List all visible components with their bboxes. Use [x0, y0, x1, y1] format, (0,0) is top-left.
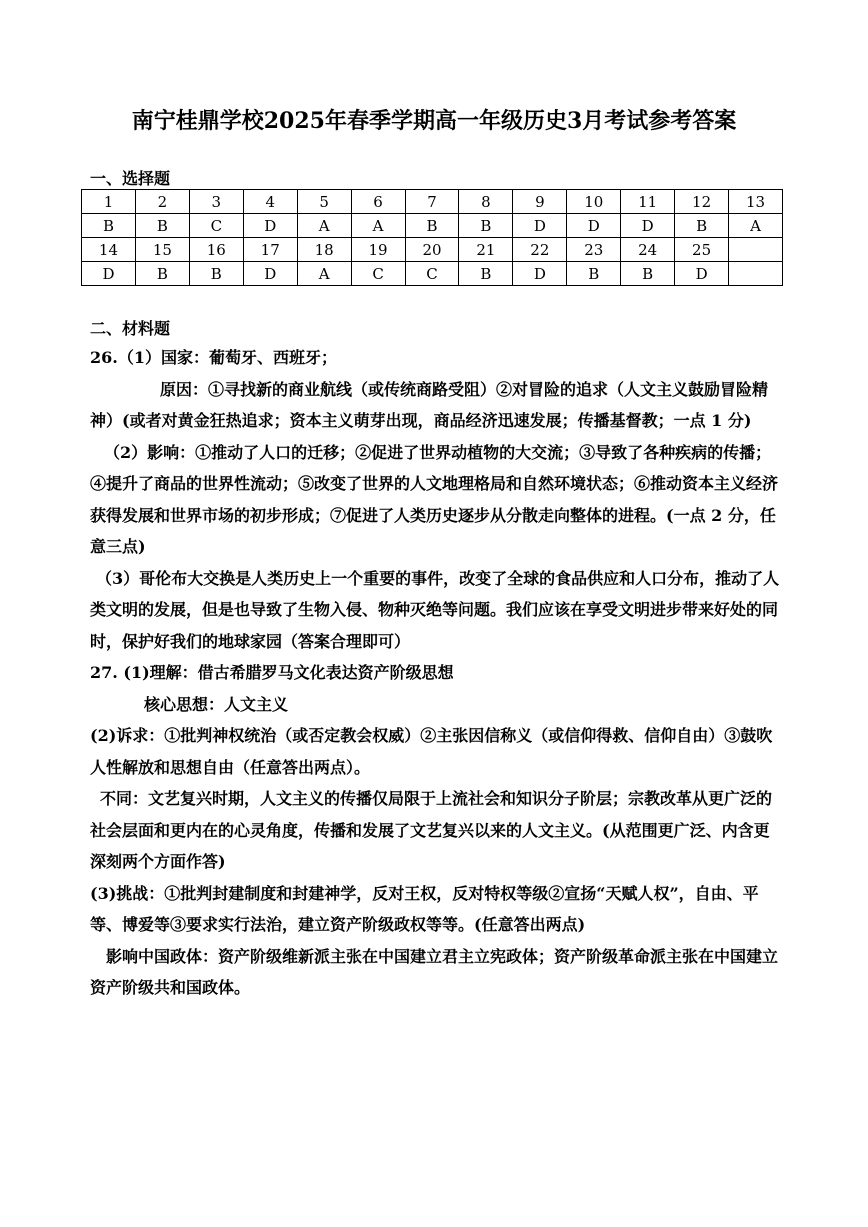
table-cell: D — [513, 262, 567, 286]
table-cell: 5 — [297, 190, 351, 214]
table-cell: D — [82, 262, 136, 286]
table-cell: B — [135, 214, 189, 238]
table-cell: A — [351, 214, 405, 238]
table-cell: B — [567, 262, 621, 286]
table-cell: 17 — [243, 238, 297, 262]
table-cell: 2 — [135, 190, 189, 214]
table-cell: 18 — [297, 238, 351, 262]
table-cell: B — [135, 262, 189, 286]
section-heading-material: 二、材料题 — [90, 319, 171, 338]
table-cell: 9 — [513, 190, 567, 214]
answer-content — [90, 342, 782, 1004]
table-row — [82, 190, 783, 214]
table-cell: B — [621, 262, 675, 286]
table-cell: C — [189, 214, 243, 238]
table-cell: 20 — [405, 238, 459, 262]
table-cell — [729, 238, 783, 262]
table-cell: D — [243, 214, 297, 238]
table-cell — [729, 262, 783, 286]
q27-influence: 影响中国政体：资产阶级维新派主张在中国建立君主立宪政体；资产阶级革命派主张在中国建立资产阶级共和国政体。 — [90, 946, 779, 997]
table-cell: B — [675, 214, 729, 238]
q26-part2: （2）影响：①推动了人口的迁移；②促进了世界动植物的大交流；③导致了各种疾病的传播；④提升了商品的世界性流动；⑤改变了世界的人文地理格局和自然环境状态；⑥推动资本主义经济获得发展和世界市场的初步形成；⑦促进了人类历史逐步从分散走向整体的进程。(一点 2 分，任意三点) — [90, 442, 779, 556]
table-cell: 23 — [567, 238, 621, 262]
q27-part1: 27. (1)理解：借古希腊罗马文化表达资产阶级思想 — [90, 663, 454, 682]
table-cell: 25 — [675, 238, 729, 262]
table-cell: 7 — [405, 190, 459, 214]
table-cell: C — [351, 262, 405, 286]
table-cell: 13 — [729, 190, 783, 214]
q27-core-idea: 核心思想：人文主义 — [144, 694, 289, 714]
table-cell: D — [567, 214, 621, 238]
table-cell: 11 — [621, 190, 675, 214]
q27-part2: (2)诉求：①批判神权统治（或否定教会权威）②主张因信称义（或信仰得救、信仰自由）③鼓吹人性解放和思想自由（任意答出两点）。 — [90, 726, 773, 777]
table-row — [82, 238, 783, 262]
table-cell: 21 — [459, 238, 513, 262]
answer-table — [81, 189, 783, 286]
q26-reasons: 原因：①寻找新的商业航线（或传统商路受阻）②对冒险的追求（人文主义鼓励冒险精神）(或者对黄金狂热追求；资本主义萌芽出现，商品经济迅速发展；传播基督教；一点 1 分) — [90, 379, 769, 430]
table-cell: B — [459, 262, 513, 286]
table-cell: D — [513, 214, 567, 238]
table-cell: 22 — [513, 238, 567, 262]
table-cell: 10 — [567, 190, 621, 214]
table-row — [82, 214, 783, 238]
table-cell: 1 — [82, 190, 136, 214]
table-cell: A — [297, 262, 351, 286]
table-cell: 12 — [675, 190, 729, 214]
q27-part3: (3)挑战：①批判封建制度和封建神学，反对王权，反对特权等级②宣扬“天赋人权”，自由、平等、博爱等③要求实行法治，建立资产阶级政权等等。(任意答出两点) — [90, 883, 759, 934]
table-cell: B — [459, 214, 513, 238]
table-row — [82, 262, 783, 286]
table-cell: B — [405, 214, 459, 238]
table-cell: D — [243, 262, 297, 286]
page-title: 南宁桂鼎学校2025年春季学期高一年级历史3月考试参考答案 — [131, 108, 737, 134]
q26-part3: （3）哥伦布大交换是人类历史上一个重要的事件，改变了全球的食品供应和人口分布，推动了人类文明的发展，但是也导致了生物入侵、物种灭绝等问题。我们应该在享受文明进步带来好处的同时，保护好我们的地球家园（答案合理即可） — [90, 568, 780, 651]
table-cell: D — [621, 214, 675, 238]
table-cell: A — [297, 214, 351, 238]
section-heading-choice: 一、选择题 — [90, 169, 171, 188]
table-cell: 8 — [459, 190, 513, 214]
table-cell: B — [189, 262, 243, 286]
table-cell: D — [675, 262, 729, 286]
q26-part1: 26.（1）国家：葡萄牙、西班牙； — [90, 348, 337, 367]
table-cell: 24 — [621, 238, 675, 262]
table-cell: C — [405, 262, 459, 286]
table-cell: 4 — [243, 190, 297, 214]
table-cell: B — [82, 214, 136, 238]
table-cell: 16 — [189, 238, 243, 262]
q27-difference: 不同：文艺复兴时期，人文主义的传播仅局限于上流社会和知识分子阶层；宗教改革从更广泛的社会层面和更内在的心灵角度，传播和发展了文艺复兴以来的人文主义。(从范围更广泛、内含更深刻两个方面作答) — [90, 789, 773, 871]
table-cell: 19 — [351, 238, 405, 262]
table-cell: A — [729, 214, 783, 238]
table-cell: 6 — [351, 190, 405, 214]
table-cell: 15 — [135, 238, 189, 262]
table-cell: 3 — [189, 190, 243, 214]
table-cell: 14 — [82, 238, 136, 262]
